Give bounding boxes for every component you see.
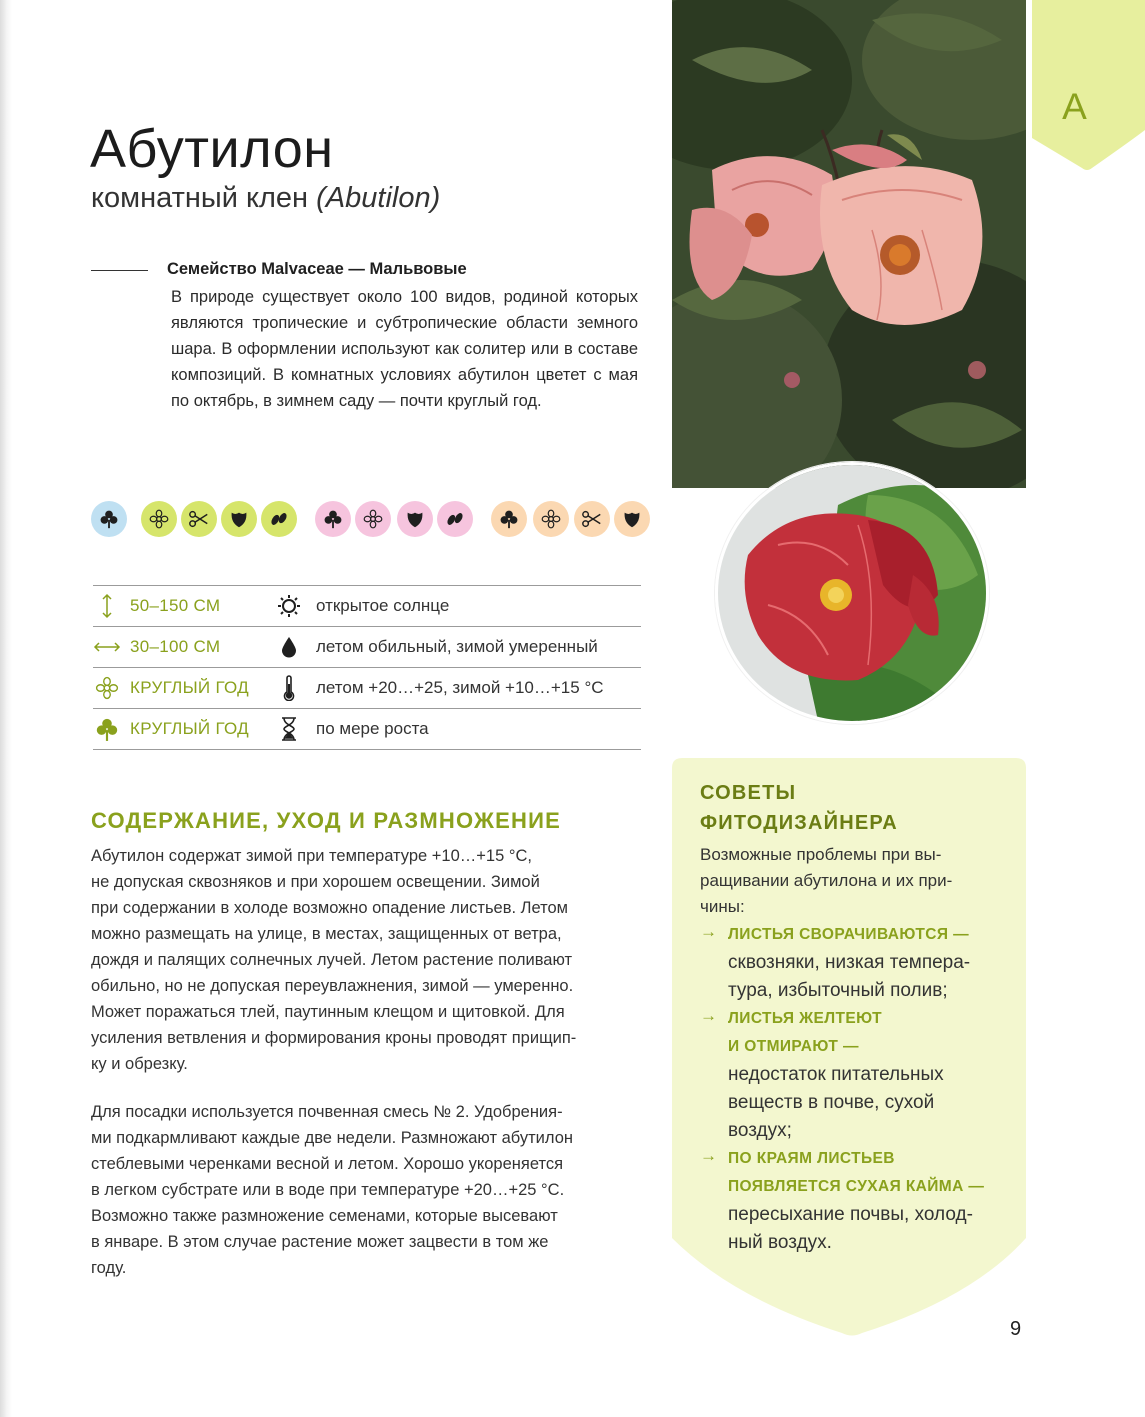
tip-heading (728, 1005, 882, 1061)
leaf-shape-icon (397, 501, 433, 537)
tip-text (728, 1201, 998, 1257)
text-line: усиления ветвления и формирования кроны проводят прищип- (91, 1029, 577, 1047)
text-line: Возможно также размножение семенами, которые высевают (91, 1207, 558, 1225)
clover-icon (315, 501, 351, 537)
param-decorative-value: КРУГЛЫЙ ГОД (130, 719, 249, 738)
text-line: обильно, но не допуская переувлажнения, зимой — умеренно. (91, 977, 574, 995)
param-flowering-value: КРУГЛЫЙ ГОД (130, 678, 249, 697)
scissors-icon (574, 501, 610, 537)
text-line: сквозняки, низкая темпера- (728, 952, 971, 973)
param-temperature-text: летом +20…+25, зимой +10…+15 °С (316, 678, 604, 697)
tip-heading: ЛИСТЬЯ СВОРАЧИВАЮТСЯ — (728, 926, 969, 943)
width-icon (93, 635, 121, 659)
text-line: стеблевыми черенками весной и летом. Хорошо укореняется (91, 1155, 564, 1173)
flower-icon (93, 676, 121, 700)
book-spine-shadow (0, 0, 12, 1417)
hourglass-icon (277, 717, 301, 741)
height-icon (93, 594, 121, 618)
thermometer-icon (277, 676, 301, 700)
care-paragraph-2 (91, 1099, 636, 1281)
care-heading: СОДЕРЖАНИЕ, УХОД И РАЗМНОЖЕНИЕ (91, 808, 561, 833)
text-line: Для посадки используется почвенная смесь № 2. Удобрения- (91, 1103, 563, 1121)
plant-parameters-table (93, 585, 641, 750)
subtitle-latin-name: (Abutilon) (316, 182, 441, 214)
text-line: дождя и палящих солнечных лучей. Летом растение поливают (91, 951, 573, 969)
care-paragraph-1 (91, 843, 636, 1077)
tips-heading-line: ФИТОДИЗАЙНЕРА (700, 812, 898, 834)
text-line: в январе. В этом случае растение может зацвести в том же (91, 1233, 549, 1251)
param-height-value: 50–150 СМ (130, 596, 221, 615)
leaf-shape-icon (614, 501, 650, 537)
tip-text (728, 949, 998, 1005)
text-line: ный воздух. (728, 1232, 832, 1253)
clover-icon (93, 717, 121, 741)
text-line: не допуская сквозняков и при хорошем освещении. Зимой (91, 873, 540, 891)
text-line: ку и обрезку. (91, 1055, 188, 1073)
tips-heading-line: СОВЕТЫ (700, 782, 797, 804)
text-line: пересыхание почвы, холод- (728, 1204, 973, 1225)
tips-intro (700, 842, 990, 920)
text-line: можно размещать на улице, в местах, защищенных от ветра, (91, 925, 562, 943)
page-title: Абутилон (90, 119, 334, 179)
text-line: Абутилон содержат зимой при температуре +10…+15 °С, (91, 847, 532, 865)
scissors-icon (181, 501, 217, 537)
arrow-right-icon: → (700, 1006, 717, 1025)
text-line: ПОЯВЛЯЕТСЯ СУХАЯ КАЙМА — (728, 1178, 985, 1195)
leaf-shape-icon (221, 501, 257, 537)
text-line: ПО КРАЯМ ЛИСТЬЕВ (728, 1150, 895, 1167)
arrow-right-icon: → (700, 922, 717, 941)
seeds-icon (437, 501, 473, 537)
flower-icon (141, 501, 177, 537)
subtitle-common-name: комнатный клен (91, 182, 317, 214)
param-width-value: 30–100 СМ (130, 637, 221, 656)
text-line: ЛИСТЬЯ ЖЕЛТЕЮТ (728, 1010, 882, 1027)
clover-icon (491, 501, 527, 537)
text-line: ми подкармливают каждые две недели. Размножают абутилон (91, 1129, 573, 1147)
text-line: при содержании в холоде возможно опадение листьев. Летом (91, 899, 569, 917)
seeds-icon (261, 501, 297, 537)
text-line: чины: (700, 897, 745, 916)
tip-text (728, 1061, 998, 1145)
text-line: веществ в почве, сухой (728, 1092, 935, 1113)
tips-heading (700, 778, 898, 838)
alphabet-tab-letter: А (1062, 86, 1087, 127)
param-watering-text: летом обильный, зимой умеренный (316, 637, 598, 656)
tip-heading (728, 1145, 984, 1201)
family-label: Семейство Malvaceae — Мальвовые (167, 260, 467, 278)
family-description: В природе существует около 100 видов, родиной которых являются тропические и субтропические области земного шара. В оформлении используют как солитер или в составе композиций. В комнатных условиях абутилон цветет с мая по октябрь, в зимнем саду — почти круглый год. (171, 288, 638, 410)
text-line: Может поражаться тлей, паутинным клещом и щитовкой. Для (91, 1003, 565, 1021)
param-row-flowering (93, 667, 641, 708)
flower-closeup-photo (715, 462, 989, 724)
text-line: в легком субстрате или в воде при температуре +20…+25 °С. (91, 1181, 565, 1199)
param-light-text: открытое солнце (316, 596, 450, 615)
flower-icon (355, 501, 391, 537)
param-row-width (93, 626, 641, 667)
text-line: Возможные проблемы при вы- (700, 845, 942, 864)
param-row-decorative (93, 708, 641, 750)
family-rule (91, 270, 148, 271)
text-line: И ОТМИРАЮТ — (728, 1038, 859, 1055)
clover-icon (91, 501, 127, 537)
page-subtitle (91, 182, 440, 215)
text-line: недостаток питательных (728, 1064, 944, 1085)
text-line: году. (91, 1259, 127, 1277)
water-drop-icon (277, 635, 301, 659)
text-line: ращивании абутилона и их при- (700, 871, 953, 890)
page-number: 9 (1010, 1318, 1022, 1340)
text-line: воздух; (728, 1120, 792, 1141)
param-row-height (93, 585, 641, 626)
main-plant-photo (672, 0, 1026, 488)
sun-icon (277, 594, 301, 618)
flower-icon (533, 501, 569, 537)
arrow-right-icon: → (700, 1146, 717, 1165)
text-line: тура, избыточный полив; (728, 980, 948, 1001)
param-feeding-text: по мере роста (316, 719, 429, 738)
